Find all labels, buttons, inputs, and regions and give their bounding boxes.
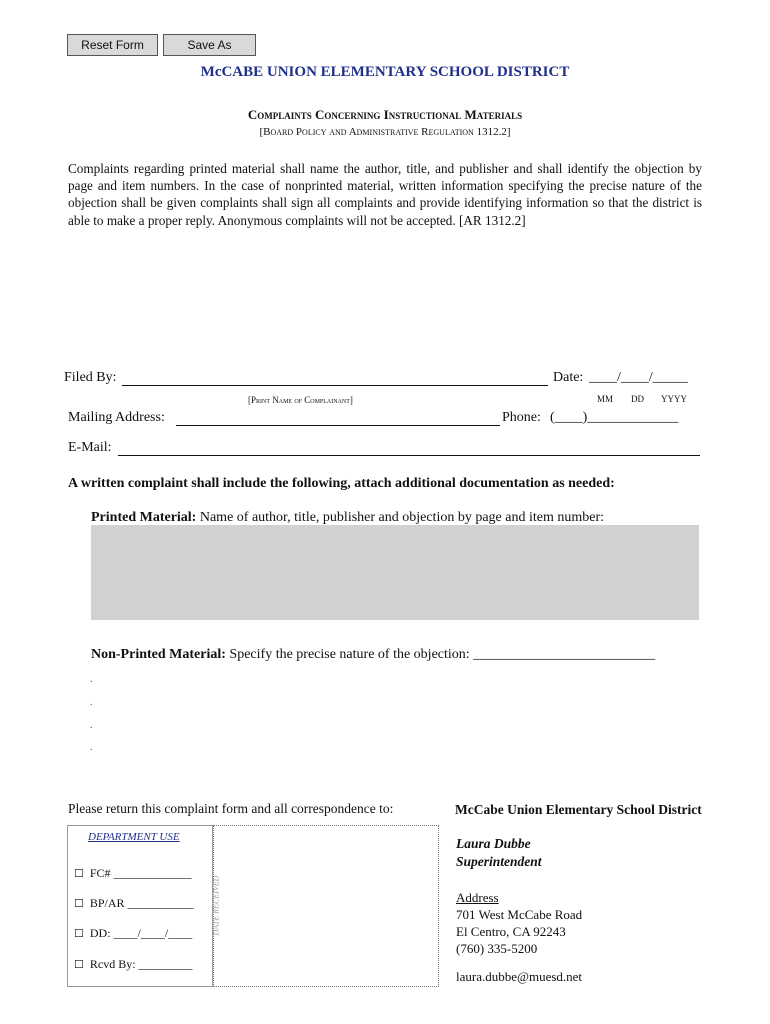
nonprinted-line-4[interactable]: . — [90, 742, 93, 753]
fc-row — [74, 866, 192, 881]
dd-field[interactable]: DD: ____/____/____ — [89, 926, 193, 940]
rcvd-row — [74, 957, 193, 972]
department-use-heading: DEPARTMENT USE — [88, 831, 180, 843]
nonprinted-material-label — [91, 647, 655, 663]
filed-by-input[interactable] — [122, 385, 548, 386]
instructions-heading: A written complaint shall include the following, attach additional documentation as needed: — [68, 476, 615, 491]
contact-name: Laura Dubbe — [456, 836, 531, 851]
policy-reference: [Board Policy and Administrative Regulation 1312.2] — [259, 126, 511, 138]
date-received-box — [213, 825, 439, 987]
rcvd-field[interactable]: Rcvd By: _________ — [89, 957, 193, 971]
fc-field[interactable]: FC# _____________ — [89, 866, 192, 880]
address-block — [456, 889, 582, 957]
printed-material-input[interactable] — [91, 525, 699, 620]
nonprinted-line-1[interactable]: . — [90, 674, 93, 685]
mailing-address-input[interactable] — [176, 425, 500, 426]
email-label: E-Mail: — [68, 440, 112, 455]
date-mm-hint: MM — [597, 394, 614, 404]
phone-label: Phone: — [502, 410, 541, 425]
nonprinted-line-2[interactable]: . — [90, 697, 93, 708]
printed-material-text: Name of author, title, publisher and objection by page and item number: — [199, 510, 605, 525]
nonprinted-material-input[interactable]: __________________________ — [473, 647, 656, 662]
contact-email[interactable]: laura.dubbe@muesd.net — [456, 969, 583, 984]
contact-title: Superintendent — [456, 854, 542, 869]
date-dd-hint: DD — [631, 394, 644, 404]
district-name: McCabe Union Elementary School District — [455, 802, 702, 817]
date-input[interactable]: ____/____/_____ — [589, 370, 688, 385]
address-phone: (760) 335-5200 — [456, 941, 538, 956]
print-name-hint: [Print Name of Complainant] — [248, 395, 353, 405]
mailing-address-label: Mailing Address: — [68, 410, 165, 425]
return-label: Please return this complaint form and all correspondence to: — [68, 801, 394, 816]
dd-row — [74, 926, 192, 941]
nonprinted-line-3[interactable]: . — [90, 720, 93, 731]
nonprinted-material-bold: Non-Printed Material: — [91, 647, 226, 662]
bpar-checkbox[interactable]: ☐ — [74, 897, 84, 910]
date-received-label: DATE RECEIVED — [211, 875, 221, 936]
date-label: Date: — [553, 370, 584, 385]
intro-paragraph: Complaints regarding printed material shall name the author, title, and publisher and shall identify the objection by page and item numbers. In the case of nonprinted material, written information specifying the precise nature of the objection shall be given complaints shall sign all complaints and provide identifying information so that the district is able to make a proper reply. Anonymous complaints will not be accepted. [AR 1312.2] — [68, 161, 702, 228]
form-title: Complaints Concerning Instructional Materials — [247, 107, 523, 122]
nonprinted-material-text: Specify the precise nature of the objection: — [229, 647, 470, 662]
reset-form-button[interactable]: Reset Form — [67, 34, 158, 56]
address-street: 701 West McCabe Road — [456, 907, 583, 922]
date-yyyy-hint: YYYY — [661, 394, 687, 404]
contact-block — [456, 835, 542, 871]
address-city: El Centro, CA 92243 — [456, 924, 566, 939]
printed-material-label — [91, 510, 604, 526]
rcvd-checkbox[interactable]: ☐ — [74, 958, 84, 971]
printed-material-bold: Printed Material: — [91, 510, 197, 525]
save-as-button[interactable]: Save As — [163, 34, 256, 56]
address-heading: Address — [456, 890, 499, 905]
dd-checkbox[interactable]: ☐ — [74, 927, 84, 940]
email-input[interactable] — [118, 455, 700, 456]
phone-input[interactable]: (____)_____________ — [550, 410, 679, 425]
department-use-box — [67, 825, 213, 987]
fc-checkbox[interactable]: ☐ — [74, 867, 84, 880]
district-title: McCABE UNION ELEMENTARY SCHOOL DISTRICT — [200, 64, 570, 80]
bpar-field[interactable]: BP/AR ___________ — [89, 896, 194, 910]
bpar-row — [74, 896, 194, 911]
filed-by-label: Filed By: — [64, 370, 117, 385]
